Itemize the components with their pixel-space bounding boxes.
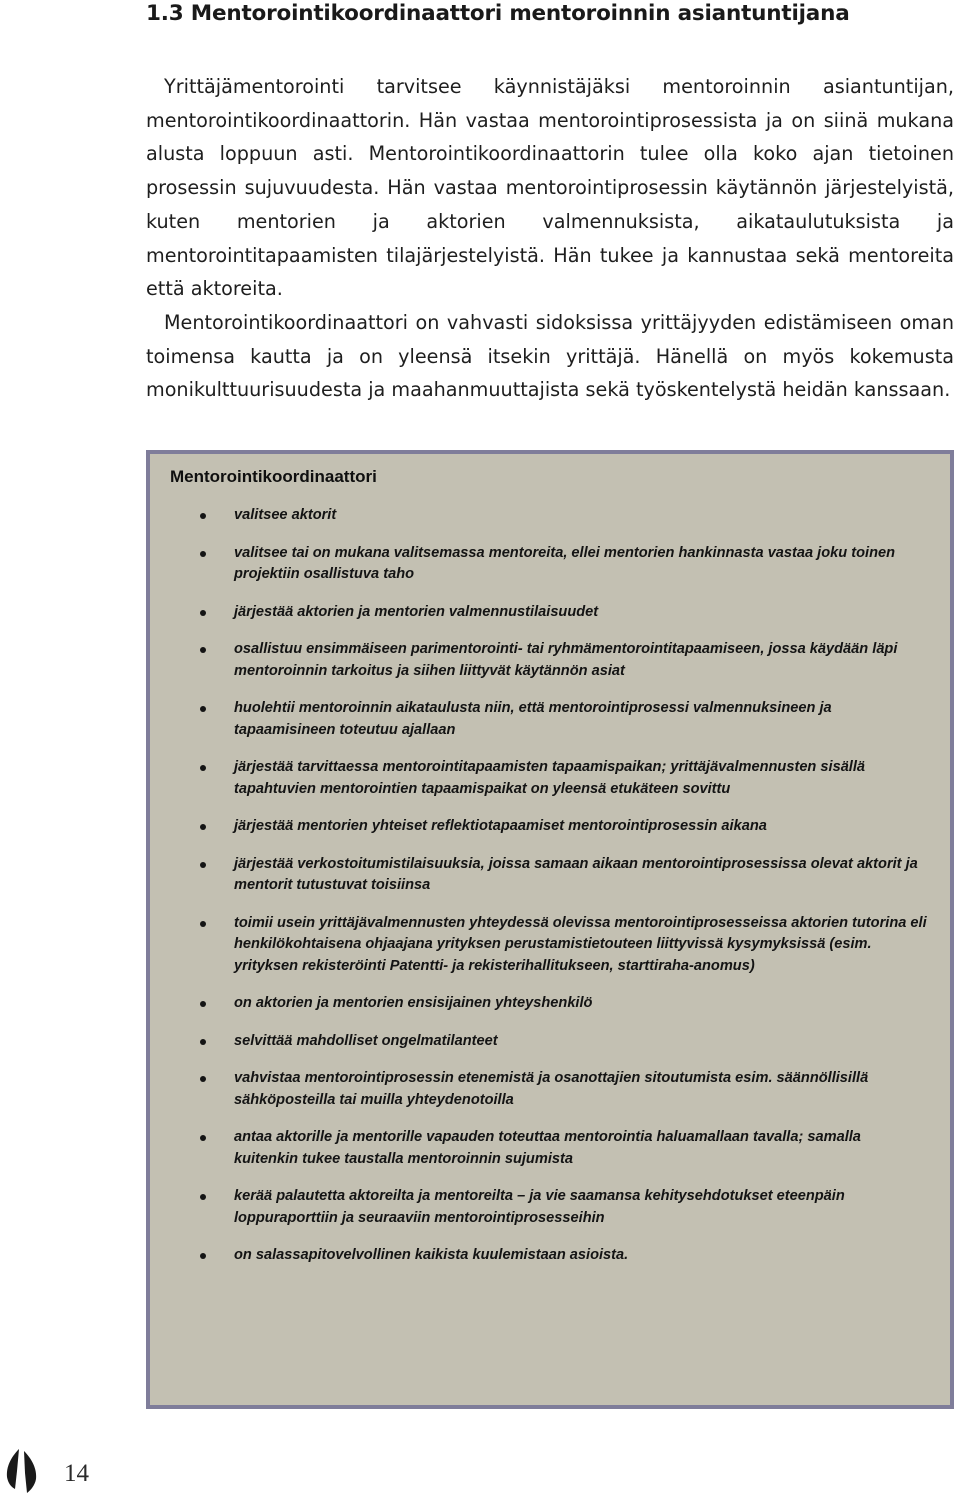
list-item — [170, 913, 928, 978]
bullet-icon — [200, 1001, 206, 1007]
list-item — [170, 1031, 928, 1053]
bullet-icon — [200, 862, 206, 868]
list-item-text: osallistuu ensimmäiseen parimentorointi- tai ryhmämentorointitapaamiseen, jossa käydään läpi mentoroinnin tarkoitus ja siihen liittyvät käytännön asiat — [234, 641, 898, 679]
list-item-text: valitsee aktorit — [234, 507, 337, 523]
box-title: Mentorointikoordinaattori — [170, 467, 377, 486]
paragraph-2: Mentorointikoordinaattori on vahvasti sidoksissa yrittäjyyden edistämiseen oman toimensa kautta ja on yleensä itsekin yrittäjä. Hänellä on myös kokemusta monikulttuurisuudesta ja maahanmuuttajista sekä työskentelystä heidän kanssaan. — [146, 310, 954, 402]
paragraph-1: Yrittäjämentorointi tarvitsee käynnistäjäksi mentoroinnin asiantuntijan, mentorointikoordinaattorin. Hän vastaa mentorointiprosessista ja on siinä mukana alusta loppuun asti. Mentorointikoordinaattorin tulee olla koko ajan tietoinen prosessin sujuvuudesta. Hän vastaa mentorointiprosessin käytännön järjestelyistä, kuten mentorien ja aktorien valmennuksista, aikataulutuksista ja mentorointitapaamisten tilajärjestelyistä. Hän tukee ja kannustaa sekä mentoreita että aktoreita. — [146, 75, 954, 301]
list-item — [170, 993, 928, 1015]
list-item-text: järjestää aktorien ja mentorien valmennustilaisuudet — [234, 603, 599, 620]
section-heading: 1.3 Mentorointikoordinaattori mentoroinnin asiantuntijana — [146, 1, 850, 26]
list-item — [170, 1127, 928, 1170]
body-text — [146, 70, 954, 407]
list-item — [170, 639, 928, 682]
list-item-text: kerää palautetta aktoreilta ja mentoreilta – ja vie saamansa kehitysehdotukset eteenpäin loppuraporttiin ja seuraaviin mentorointiprosesseihin — [234, 1188, 845, 1226]
bullet-icon — [200, 647, 206, 653]
bullet-icon — [200, 513, 206, 519]
list-item-text: valitsee tai on mukana valitsemassa mentoreita, ellei mentorien hankinnasta vastaa joku toinen projektiin osallistuva taho — [234, 544, 896, 582]
bullet-icon — [200, 1135, 206, 1141]
list-item-text: järjestää tarvittaessa mentorointitapaamisten tapaamispaikan; yrittäjävalmennusten sisällä tapahtuvien mentorointien tapaamispaikat on yleensä etukäteen sovittu — [234, 759, 866, 797]
list-item-text: selvittää mahdolliset ongelmatilanteet — [234, 1032, 498, 1049]
list-item — [170, 757, 928, 800]
bullet-icon — [200, 551, 206, 557]
bullet-icon — [200, 1194, 206, 1200]
bullet-icon — [200, 1253, 206, 1259]
list-item — [170, 1245, 928, 1267]
list-item-text: antaa aktorille ja mentorille vapauden toteuttaa mentorointia haluamallaan tavalla; samalla kuitenkin tukee taustalla mentoroinnin sujumista — [234, 1129, 861, 1167]
duties-list — [170, 505, 928, 1267]
list-item — [170, 505, 928, 527]
list-item-text: on salassapitovelvollinen kaikista kuulemistaan asioista. — [234, 1247, 629, 1263]
list-item-text: järjestää mentorien yhteiset reflektiotapaamiset mentorointiprosessin aikana — [234, 818, 767, 834]
publisher-logo-icon — [2, 1447, 42, 1499]
list-item-text: vahvistaa mentorointiprosessin etenemistä ja osanottajien sitoutumista esim. säännöllisillä sähköposteilla tai muilla yhteydenotoilla — [234, 1070, 869, 1108]
list-item — [170, 543, 928, 586]
list-item — [170, 698, 928, 741]
bullet-icon — [200, 921, 206, 927]
bullet-icon — [200, 610, 206, 616]
list-item — [170, 602, 928, 624]
bullet-icon — [200, 706, 206, 712]
bullet-icon — [200, 1039, 206, 1045]
bullet-icon — [200, 824, 206, 830]
coordinator-duties-box — [146, 450, 954, 1409]
list-item-text: toimii usein yrittäjävalmennusten yhteydessä olevissa mentorointiprosesseissa aktorien tutorina eli henkilökohtaisena ohjaajana yrityksen perustamistietouteen liittyvissä kysymyksissä (esim. yrityksen rekisteröinti Patentti- ja rekisterihallitukseen, starttiraha-anomus) — [234, 914, 927, 974]
list-item — [170, 854, 928, 897]
list-item — [170, 1186, 928, 1229]
list-item-text: huolehtii mentoroinnin aikataulusta niin, että mentorointiprosessi valmennuksineen ja tapaamisineen toteutuu ajallaan — [234, 700, 832, 738]
list-item — [170, 816, 928, 838]
list-item — [170, 1068, 928, 1111]
page-number: 14 — [64, 1460, 89, 1487]
list-item-text: järjestää verkostoitumistilaisuuksia, joissa samaan aikaan mentorointiprosessissa olevat aktorit ja mentorit tutustuvat toisiinsa — [234, 855, 918, 893]
list-item-text: on aktorien ja mentorien ensisijainen yhteyshenkilö — [234, 995, 593, 1011]
bullet-icon — [200, 765, 206, 771]
bullet-icon — [200, 1076, 206, 1082]
